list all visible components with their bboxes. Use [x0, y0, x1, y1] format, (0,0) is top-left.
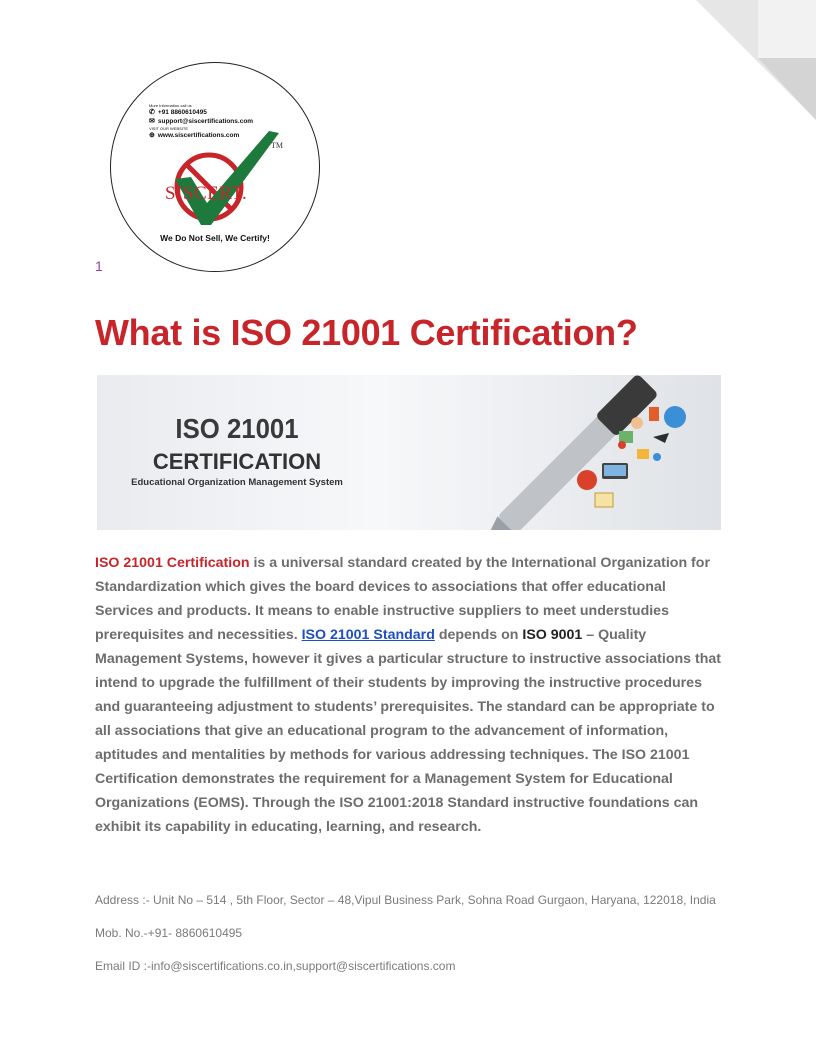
- banner-line-3: Educational Organization Management System: [131, 477, 343, 488]
- footer-email: Email ID :-info@siscertifications.co.in,support@siscertifications.com: [95, 959, 456, 973]
- paragraph-part-1: is a universal standard created by the International Organization for Standardization which gives the board devices to associations that offer educational Services and products. It means to enable instructive suppliers to meet understudies prerequisites and necessities.: [95, 555, 710, 643]
- banner-line-1: ISO 21001: [175, 413, 299, 444]
- logo-visit-small: VISIT OUR WEBSITE: [149, 126, 189, 131]
- chart-icon: [637, 449, 649, 459]
- checkmark-seal-icon: [161, 131, 281, 231]
- education-pen-illustration: [437, 375, 721, 530]
- certification-banner: [97, 375, 721, 530]
- paragraph-part-2: depends on: [434, 627, 523, 643]
- paragraph-part-3: – Quality Management Systems, however it gives a particular structure to instructive associations that intend to upgrade the fulfillment of their students by improving the instructive procedures and guaranteeing adjustment to students’ prerequisites. The standard can be appropriate to all associations that give an educational program to the advancement of information, aptitudes and mentalities by methods for various addressing techniques. The ISO 21001 Certification demonstrates the requirement for a Management System for Educational Organizations (EOMS). Through the ISO 21001:2018 Standard instructive foundations can exhibit its capability in educating, learning, and research.: [95, 627, 722, 835]
- footer-address: Address :- Unit No – 514 , 5th Floor, Sector – 48,Vipul Business Park, Sohna Road Gurgaon, Haryana, 122018, India: [95, 893, 716, 907]
- logo-tagline: We Do Not Sell, We Certify!: [160, 233, 270, 243]
- corner-decoration: [696, 0, 816, 120]
- intro-paragraph: [95, 551, 725, 839]
- book-icon: [649, 407, 659, 421]
- iso-21001-standard-link[interactable]: ISO 21001 Standard: [301, 627, 435, 643]
- graduation-cap-icon: [653, 433, 669, 443]
- logo-trademark: TM: [271, 141, 283, 150]
- footer-mobile: Mob. No.-+91- 8860610495: [95, 926, 243, 940]
- logo-info-small: More Information call us: [149, 103, 192, 108]
- page-title: What is ISO 21001 Certification?: [95, 312, 638, 353]
- globe-icon: ⊕: [149, 132, 155, 139]
- logo-wordmark: SISCERT.: [165, 183, 248, 204]
- notebook-icon: [595, 493, 613, 507]
- banner-line-2: CERTIFICATION: [152, 449, 322, 474]
- student-icon: [631, 417, 643, 429]
- phone-icon: ✆: [149, 109, 155, 116]
- logo-email: support@siscertifications.com: [157, 118, 254, 125]
- logo-website: www.siscertifications.com: [157, 132, 240, 139]
- page-number: 1: [95, 258, 103, 274]
- apple-icon: [577, 470, 597, 490]
- logo-phone: +91 8860610495: [157, 109, 207, 116]
- mail-icon: ✉: [149, 118, 155, 125]
- lead-term: ISO 21001 Certification: [95, 555, 250, 571]
- iso-9001-term: ISO 9001: [522, 627, 583, 643]
- company-logo: [110, 62, 320, 272]
- globe-illustration-icon: [664, 406, 686, 428]
